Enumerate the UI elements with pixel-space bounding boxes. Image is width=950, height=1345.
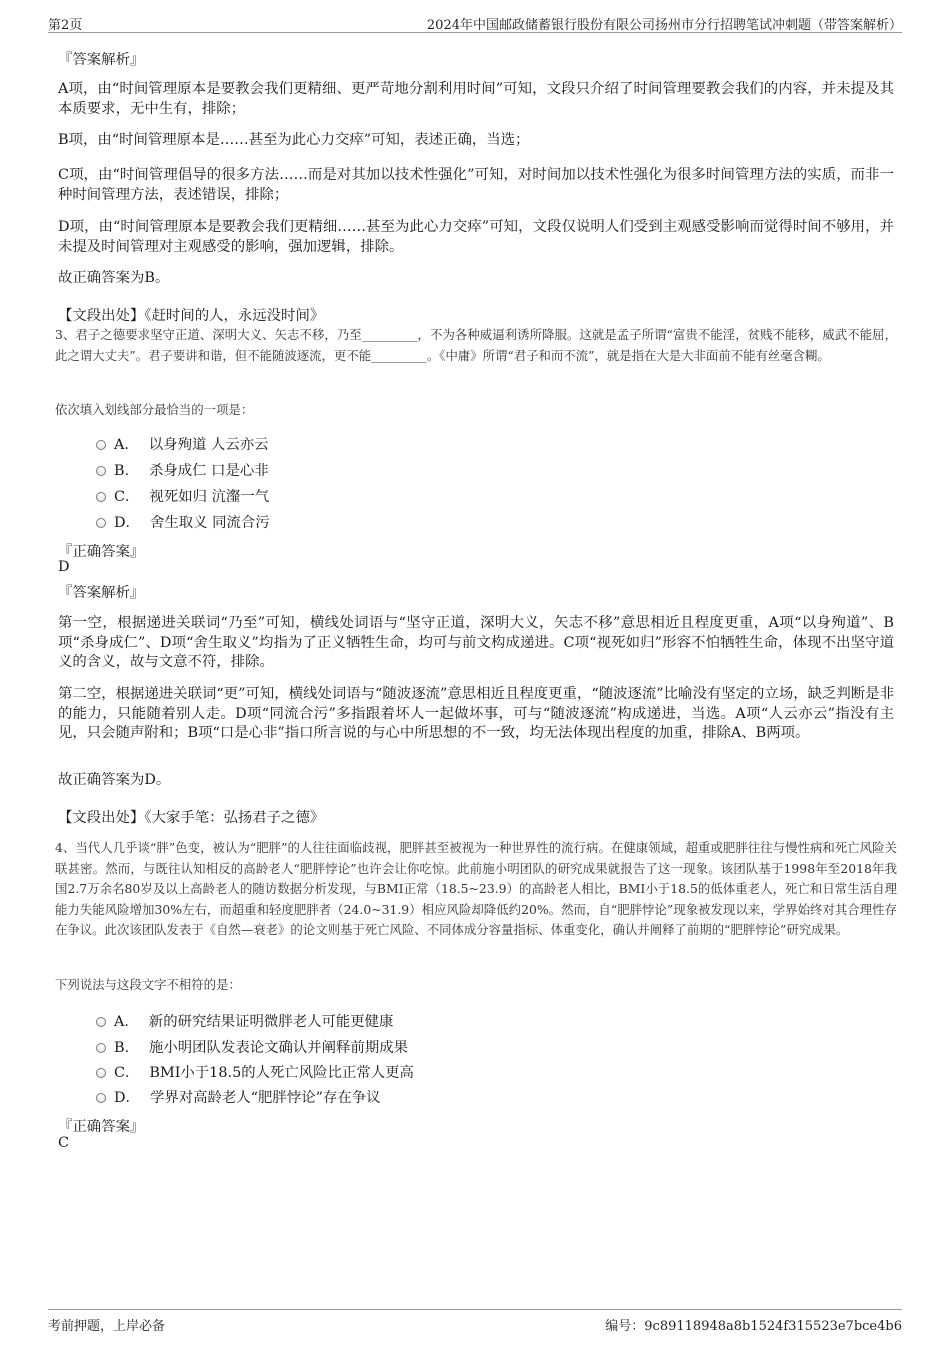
q3-conclusion: 故正确答案为D。 xyxy=(58,772,171,788)
q2-analysis-label: 『答案解析』 xyxy=(58,52,145,68)
q3-option-b[interactable]: B． 杀身成仁 口是心非 xyxy=(96,459,269,479)
q3-prompt: 依次填入划线部分最恰当的一项是： xyxy=(55,402,254,417)
radio-icon[interactable] xyxy=(96,492,106,502)
q3-option-d[interactable]: D． 舍生取义 同流合污 xyxy=(96,511,270,531)
q4-correct-answer: C xyxy=(58,1135,70,1151)
page-footer xyxy=(48,1309,902,1332)
q2-analysis-a: A项，由“时间管理原本是要教会我们更精细、更严苛地分割利用时间”可知，文段只介绍了时间管理要教会我们的内容，并未提及其本质要求，无中生有，排除； xyxy=(58,81,894,117)
q3-analysis-second: 第二空，根据递进关联词“更”可知，横线处词语与“随波逐流”意思相近且程度更重，“随波逐流”比喻没有坚定的立场，缺乏判断是非的能力，只能随着别人走。D项“同流合污”多指跟着坏人一起做坏事，可与“随波逐流”构成递进，当选。A项“人云亦云”指没有主见，只会随声附和；B项“口是心非”指口所言说的与心中所思想的不一致，均无法体现出程度的加重，排除A、B两项。 xyxy=(58,686,894,741)
q3-source: 【文段出处】《大家手笔：弘扬君子之德》 xyxy=(58,810,325,826)
q3-stem: 3、君子之德要求坚守正道、深明大义、矢志不移，乃至_________，不为各种威逼利诱所降服。这就是孟子所谓“富贵不能淫，贫贱不能移，威武不能屈，此之谓大丈夫”。君子要讲和谐，但不能随波逐流，更不能_________。《中庸》所谓“君子和而不流”，就是指在大是大非面前不能有丝毫含糊。 xyxy=(55,327,897,363)
radio-icon[interactable] xyxy=(96,1068,106,1078)
q4-stem: 4、当代人几乎谈“胖”色变，被认为“肥胖”的人往往面临歧视，肥胖甚至被视为一种世界性的流行病。在健康领域，超重或肥胖往往与慢性病和死亡风险关联甚密。然而，与既往认知相反的高龄老人“肥胖悖论”也许会让你吃惊。此前施小明团队的研究成果就报告了这一现象。该团队基于1998年至2018年我国2.7万余名80岁及以上高龄老人的随访数据分析发现，与BMI正常（18.5~23.9）的高龄老人相比，BMI小于18.5的低体重老人，死亡和日常生活自理能力失能风险增加30%左右，而超重和轻度肥胖者（24.0~31.9）相应风险却降低约20%。然而，自“肥胖悖论”现象被发现以来，学界始终对其合理性存在争议。此次该团队发表于《自然—衰老》的论文则基于死亡风险、不同体成分容量指标、体重变化，确认并阐释了前期的“肥胖悖论”研究成果。 xyxy=(55,840,897,937)
radio-icon[interactable] xyxy=(96,1017,106,1027)
radio-icon[interactable] xyxy=(96,1043,106,1053)
q2-conclusion: 故正确答案为B。 xyxy=(58,270,170,286)
q3-option-a[interactable]: A． 以身殉道 人云亦云 xyxy=(96,433,269,453)
q4-prompt: 下列说法与这段文字不相符的是： xyxy=(55,977,241,992)
document-id: 编号：9c89118948a8b1524f315523e7bce4b6 xyxy=(605,1319,902,1334)
q3-analysis-label: 『答案解析』 xyxy=(58,585,145,601)
q2-analysis-c: C项，由“时间管理倡导的很多方法……而是对其加以技术性强化”可知，对时间加以技术性强化为很多时间管理方法的实质，而非一种时间管理方法，表述错误，排除； xyxy=(58,167,894,203)
q4-option-c[interactable]: C． BMI小于18.5的人死亡风险比正常人更高 xyxy=(96,1061,414,1081)
document-title: 2024年中国邮政储蓄银行股份有限公司扬州市分行招聘笔试冲刺题（带答案解析） xyxy=(426,18,902,33)
radio-icon[interactable] xyxy=(96,518,106,528)
q4-option-d[interactable]: D． 学界对高龄老人“肥胖悖论”存在争议 xyxy=(96,1086,381,1106)
page-header xyxy=(48,12,902,33)
q2-analysis-b: B项，由“时间管理原本是……甚至为此心力交瘁”可知，表述正确，当选； xyxy=(58,132,530,148)
radio-icon[interactable] xyxy=(96,1093,106,1103)
q3-option-c[interactable]: C． 视死如归 沆瀣一气 xyxy=(96,485,269,505)
page-number: 第2页 xyxy=(48,18,83,33)
radio-icon[interactable] xyxy=(96,440,106,450)
q3-analysis-first: 第一空，根据递进关联词“乃至”可知，横线处词语与“坚守正道，深明大义，矢志不移”意思相近且程度更重，A项“以身殉道”、B项“杀身成仁”、D项“舍生取义”均指为了正义牺牲生命，均可与前文构成递进。C项“视死如归”形容不怕牺牲生命，体现不出坚守道义的含义，故与文意不符，排除。 xyxy=(58,615,894,670)
q4-option-b[interactable]: B． 施小明团队发表论文确认并阐释前期成果 xyxy=(96,1036,408,1056)
radio-icon[interactable] xyxy=(96,466,106,476)
q4-correct-label: 『正确答案』 xyxy=(58,1119,145,1135)
q2-source: 【文段出处】《赶时间的人，永远没时间》 xyxy=(58,308,325,324)
q2-analysis-d: D项，由“时间管理原本是要教会我们更精细……甚至为此心力交瘁”可知，文段仅说明人们受到主观感受影响而觉得时间不够用，并未提及时间管理对主观感受的影响，强加逻辑，排除。 xyxy=(58,219,894,255)
q3-correct-answer: D xyxy=(58,559,70,575)
footer-slogan: 考前押题，上岸必备 xyxy=(48,1319,166,1334)
q3-correct-label: 『正确答案』 xyxy=(58,544,145,560)
q4-option-a[interactable]: A． 新的研究结果证明微胖老人可能更健康 xyxy=(96,1010,393,1030)
